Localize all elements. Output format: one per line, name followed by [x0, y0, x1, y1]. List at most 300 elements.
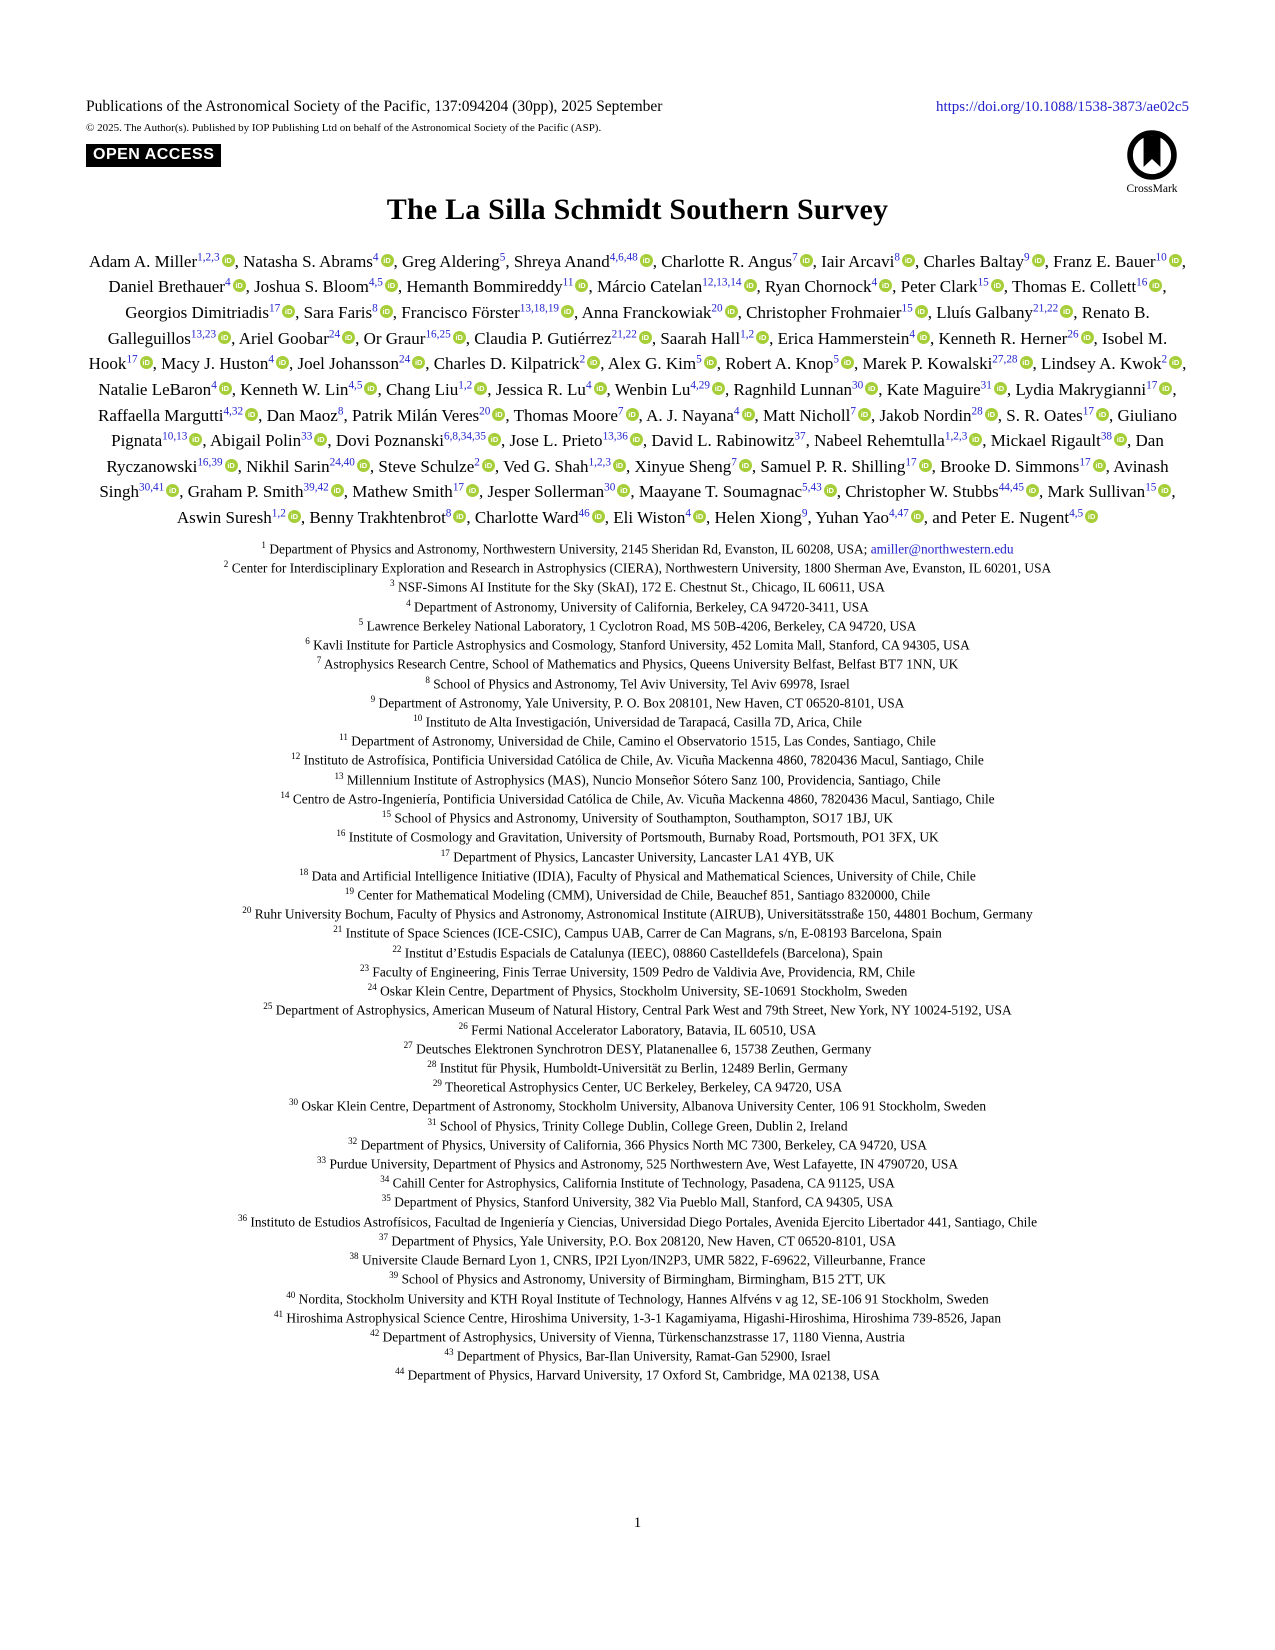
- affiliation-number: 37: [378, 1231, 389, 1242]
- author-name: Samuel P. R. Shilling: [760, 456, 906, 476]
- orcid-icon[interactable]: iD: [233, 279, 246, 292]
- author-name: Daniel Brethauer: [108, 277, 225, 297]
- affiliation: $^{22}$ Institut d’Estudis Espacials de Catalunya (IEEC), 08860 Castelldefels (Barcelona), Spain: [392, 943, 883, 961]
- author-name: Dan Maoz: [266, 405, 338, 425]
- author: Jose L. Prieto$^{13,36}$ iD ,: [509, 430, 648, 451]
- affiliation-number: 1: [261, 540, 266, 551]
- author: Thomas E. Collett$^{16}$ iD ,: [1011, 276, 1167, 297]
- author-affiliation-superscript: 8: [372, 302, 378, 315]
- author-name: Charles Baltay: [923, 251, 1024, 271]
- orcid-icon[interactable]: iD: [288, 510, 301, 523]
- orcid-icon[interactable]: iD: [841, 356, 854, 369]
- author: Erica Hammerstein$^4$ iD ,: [777, 327, 935, 348]
- author-affiliation-superscript: 46: [578, 507, 590, 520]
- author-name: Lydia Makrygianni: [1015, 379, 1147, 399]
- orcid-icon[interactable]: iD: [824, 484, 837, 497]
- affiliation: $^{39}$ School of Physics and Astronomy, University of Birmingham, Birmingham, B15 2TT, UK: [389, 1270, 886, 1287]
- orcid-icon[interactable]: iD: [1159, 382, 1172, 395]
- affiliation-number: 4: [406, 597, 411, 608]
- orcid-icon[interactable]: iD: [1060, 305, 1073, 318]
- affiliation-number: 28: [427, 1058, 437, 1069]
- author-affiliation-superscript: 6,8,34,35: [443, 430, 487, 443]
- author-name: A. J. Nayana: [646, 405, 734, 425]
- author-name: Helen Xiong: [714, 508, 802, 528]
- orcid-icon[interactable]: iD: [166, 484, 179, 497]
- orcid-icon[interactable]: iD: [1093, 459, 1106, 472]
- author-affiliation-superscript: 1,2,3: [588, 456, 611, 469]
- author-name: Jessica R. Lu: [495, 379, 586, 399]
- author-affiliation-superscript: 8: [894, 251, 900, 263]
- author: Kenneth W. Lin$^{4,5}$ iD ,: [240, 379, 382, 399]
- author-name: Sara Faris: [303, 302, 373, 322]
- orcid-icon[interactable]: iD: [739, 459, 752, 472]
- orcid-icon[interactable]: iD: [474, 382, 487, 395]
- author-affiliation-superscript: 9: [1024, 251, 1030, 263]
- author-name: Franz E. Bauer: [1053, 251, 1156, 271]
- author: Franz E. Bauer$^{10}$ iD ,: [1053, 251, 1187, 271]
- author: Charlotte Ward$^{46}$ iD ,: [474, 507, 609, 528]
- affiliation-number: 15: [381, 809, 392, 820]
- author-affiliation-superscript: 4: [909, 327, 915, 340]
- author-affiliation-superscript: 17: [905, 456, 917, 469]
- affiliation-number: 34: [380, 1174, 390, 1185]
- author-name: Peter E. Nugent: [960, 508, 1070, 528]
- orcid-icon[interactable]: iD: [991, 279, 1004, 292]
- orcid-icon[interactable]: iD: [756, 331, 769, 344]
- author-affiliation-superscript: 16: [1136, 276, 1148, 289]
- orcid-icon[interactable]: iD: [225, 459, 238, 472]
- affiliation-number: 30: [288, 1097, 299, 1108]
- author-affiliation-superscript: 4: [871, 276, 878, 289]
- author: Macy J. Huston$^4$ iD ,: [161, 353, 294, 374]
- author: Georgios Dimitriadis$^{17}$ iD ,: [125, 302, 300, 322]
- affiliation: $^{14}$ Centro de Astro-Ingeniería, Pontificia Universidad Católica de Chile, Av. Vicuña Mackenna 4860, 7820436 Macul, Santiago, Chile: [280, 789, 995, 807]
- orcid-icon[interactable]: iD: [639, 331, 652, 344]
- orcid-icon[interactable]: iD: [342, 331, 355, 344]
- orcid-icon[interactable]: iD: [1026, 484, 1039, 497]
- affiliation: $^{32}$ Department of Physics, University of California, 366 Physics North MC 7300, Berkeley, CA 94720, USA: [348, 1135, 927, 1153]
- author-affiliation-superscript: 17: [1146, 379, 1158, 392]
- orcid-icon[interactable]: iD: [592, 510, 605, 523]
- author-affiliation-superscript: 7: [731, 456, 737, 469]
- author: A. J. Nayana$^4$ iD ,: [646, 404, 759, 425]
- author: Charlotte R. Angus$^7$ iD ,: [661, 251, 817, 271]
- author: Shreya Anand$^{4,6,48}$ iD ,: [513, 251, 657, 271]
- orcid-icon[interactable]: iD: [1085, 510, 1098, 523]
- author-name: Nabeel Rehemtulla: [814, 431, 945, 451]
- author-name: Mickael Rigault: [990, 431, 1101, 451]
- affiliation: $^{41}$ Hiroshima Astrophysical Science Centre, Hiroshima University, 1-3-1 Kagamiyama, Higashi-Hiroshima, Hiroshima 739-8526, Japan: [273, 1308, 1002, 1326]
- orcid-icon[interactable]: iD: [140, 356, 153, 369]
- orcid-icon[interactable]: iD: [613, 459, 626, 472]
- orcid-icon[interactable]: iD: [1096, 408, 1109, 421]
- author-name: Jakob Nordin: [879, 405, 972, 425]
- affiliation-number: 20: [242, 905, 252, 916]
- orcid-icon[interactable]: iD: [744, 279, 757, 292]
- orcid-icon[interactable]: iD: [985, 408, 998, 421]
- author: Ragnhild Lunnan$^{30}$ iD ,: [733, 379, 883, 399]
- affiliation-number: 44: [395, 1366, 405, 1377]
- author: Márcio Catelan$^{12,13,14}$ iD ,: [596, 276, 761, 297]
- crossmark-label: CrossMark: [1126, 183, 1178, 195]
- author-affiliation-superscript: 4: [268, 353, 274, 366]
- author: Samuel P. R. Shilling$^{17}$ iD ,: [760, 456, 936, 476]
- affiliation-number: 39: [389, 1270, 399, 1281]
- author-name: Avinash Singh: [99, 456, 1169, 502]
- orcid-icon[interactable]: iD: [1158, 484, 1171, 497]
- author: Claudia P. Gutiérrez$^{21,22}$ iD ,: [474, 327, 657, 348]
- author: Steve Schulze$^2$ iD ,: [378, 456, 500, 476]
- affiliation-number: 31: [427, 1116, 437, 1127]
- author-affiliation-superscript: 24: [328, 327, 341, 340]
- affiliation: $^{42}$ Department of Astrophysics, University of Vienna, Türkenschanzstrasse 17, 1180 Vienna, Austria: [370, 1328, 905, 1345]
- orcid-icon[interactable]: iD: [314, 433, 327, 446]
- orcid-icon[interactable]: iD: [587, 356, 600, 369]
- author-name: Xinyue Sheng: [634, 456, 732, 476]
- affiliation: $^6$ Kavli Institute for Particle Astrophysics and Cosmology, Stanford University, 452 Lomita Mall, Stanford, CA 94305, USA: [305, 636, 970, 653]
- author-affiliation-superscript: 7: [792, 251, 798, 263]
- crossmark-stamp[interactable]: [1117, 128, 1187, 195]
- author-name: Georgios Dimitriadis: [125, 302, 269, 322]
- author-name: Anna Franckowiak: [581, 302, 712, 322]
- author-name: Jose L. Prieto: [509, 431, 603, 451]
- author-affiliation-superscript: 27,28: [992, 353, 1018, 366]
- author-name: Or Graur: [363, 328, 426, 348]
- orcid-icon[interactable]: iD: [693, 510, 706, 523]
- author: Wenbin Lu$^{4,29}$ iD ,: [614, 379, 730, 399]
- author-name: Erica Hammerstein: [777, 328, 910, 348]
- author-affiliation-superscript: 33: [301, 430, 313, 443]
- affiliation: $^{33}$ Purdue University, Department of Physics and Astronomy, 525 Northwestern Ave, West Lafayette, IN 4790720, USA: [316, 1155, 958, 1172]
- affiliation: $^4$ Department of Astronomy, University of California, Berkeley, CA 94720-3411, USA: [406, 597, 869, 615]
- author-affiliation-superscript: 17: [268, 302, 281, 315]
- author-affiliation-superscript: 38: [1100, 430, 1113, 443]
- affiliation-number: 21: [333, 924, 343, 935]
- author: Kate Maguire$^{31}$ iD ,: [886, 379, 1012, 399]
- affiliation: $^{44}$ Department of Physics, Harvard University, 17 Oxford St, Cambridge, MA 02138, USA: [395, 1366, 880, 1383]
- author-name: Natasha S. Abrams: [243, 251, 373, 271]
- orcid-icon[interactable]: iD: [1032, 254, 1045, 267]
- journal-header: [86, 98, 1189, 116]
- journal-citation: Publications of the Astronomical Society of the Pacific, 137:094204 (30pp), 2025 September: [86, 98, 663, 115]
- affiliation-number: 9: [370, 693, 376, 704]
- orcid-icon[interactable]: iD: [1169, 356, 1182, 369]
- author-name: Peter Clark: [900, 277, 978, 297]
- author-name: Greg Aldering: [402, 251, 500, 271]
- author: Natalie LeBaron$^4$ iD ,: [98, 379, 237, 399]
- orcid-icon[interactable]: iD: [800, 254, 813, 267]
- orcid-icon[interactable]: iD: [917, 331, 930, 344]
- author-affiliation-superscript: 17: [452, 481, 465, 494]
- orcid-icon[interactable]: iD: [561, 305, 574, 318]
- author-affiliation-superscript: 4,5: [348, 379, 363, 392]
- affiliation: $^7$ Astrophysics Research Centre, School of Mathematics and Physics, Queens University Belfast, Belfast BT7 1NN, UK: [316, 655, 959, 672]
- author-name: Maayane T. Soumagnac: [638, 482, 803, 502]
- author-affiliation-superscript: 1,2: [458, 379, 473, 392]
- author: and Peter E. Nugent$^{4,5}$ iD: [932, 508, 1098, 527]
- affiliation-number: 3: [390, 578, 395, 589]
- orcid-icon[interactable]: iD: [412, 356, 425, 369]
- orcid-icon[interactable]: iD: [189, 433, 202, 446]
- orcid-icon[interactable]: iD: [218, 331, 231, 344]
- orcid-icon[interactable]: iD: [626, 408, 639, 421]
- affiliation-number: 8: [425, 674, 430, 685]
- author-name: Mark Sullivan: [1047, 482, 1146, 502]
- affiliation-list: [86, 539, 1189, 1385]
- affiliation-number: 17: [440, 847, 450, 858]
- author-affiliation-superscript: 5,43: [802, 481, 822, 494]
- author: Graham P. Smith$^{39,42}$ iD ,: [187, 481, 348, 502]
- orcid-icon[interactable]: iD: [482, 459, 495, 472]
- author: Eli Wiston$^4$ iD ,: [613, 507, 711, 528]
- doi-link[interactable]: https://doi.org/10.1088/1538-3873/ae02c5: [935, 99, 1189, 115]
- orcid-icon[interactable]: iD: [331, 484, 344, 497]
- author: Isobel M. Hook$^{17}$ iD ,: [88, 328, 1168, 374]
- orcid-icon[interactable]: iD: [282, 305, 295, 318]
- orcid-icon[interactable]: iD: [858, 408, 871, 421]
- copyright-line: © 2025. The Author(s). Published by IOP Publishing Ltd on behalf of the Astronomical Society of the Pacific (ASP).: [86, 122, 602, 134]
- author-affiliation-superscript: 17: [1079, 456, 1091, 469]
- affiliation: $^{36}$ Instituto de Estudios Astrofísicos, Facultad de Ingeniería y Ciencias, Universidad Diego Portales, Avenida Ejercito Libertador 441, Santiago, Chile: [237, 1212, 1038, 1230]
- author-name: Mathew Smith: [352, 482, 453, 502]
- affiliation: $^9$ Department of Astronomy, Yale University, P. O. Box 208101, New Haven, CT 06520-8101, USA: [370, 693, 905, 711]
- affiliation: $^8$ School of Physics and Astronomy, Tel Aviv University, Tel Aviv 69978, Israel: [425, 674, 850, 692]
- orcid-icon[interactable]: iD: [1114, 433, 1127, 446]
- orcid-icon[interactable]: iD: [276, 356, 289, 369]
- orcid-icon[interactable]: iD: [1081, 331, 1094, 344]
- author: Patrik Milán Veres$^{20}$ iD ,: [351, 404, 510, 425]
- author: Iair Arcavi$^8$ iD ,: [821, 251, 920, 271]
- author-affiliation-superscript: 17: [126, 353, 138, 366]
- author: Peter Clark$^{15}$ iD ,: [900, 276, 1009, 297]
- author-affiliation-superscript: 4,29: [690, 379, 710, 392]
- affiliation: $^1$ Department of Physics and Astronomy, Northwestern University, 2145 Sheridan Rd, Evanston, IL 60208, USA; amiller@northwestern.edu: [261, 540, 1014, 557]
- author-affiliation-superscript: 26: [1067, 327, 1079, 340]
- author: Xinyue Sheng$^7$ iD ,: [634, 456, 757, 476]
- orcid-icon[interactable]: iD: [617, 484, 630, 497]
- affiliation: $^{16}$ Institute of Cosmology and Gravitation, University of Portsmouth, Burnaby Road, Portsmouth, PO1 3FX, UK: [336, 828, 939, 845]
- author-affiliation-superscript: 39,42: [303, 481, 329, 494]
- author-name: Lindsey A. Kwok: [1041, 354, 1162, 374]
- affiliation-number: 13: [334, 770, 344, 781]
- author-affiliation-superscript: 13,18,19: [519, 302, 560, 315]
- author-name: Iair Arcavi: [821, 251, 895, 271]
- author-affiliation-superscript: 2: [579, 353, 586, 366]
- author-name: Wenbin Lu: [614, 379, 691, 399]
- author: Giuliano Pignata$^{10,13}$ iD ,: [111, 405, 1177, 451]
- affiliation: $^{34}$ Cahill Center for Astrophysics, California Institute of Technology, Pasadena, CA 91125, USA: [380, 1174, 895, 1191]
- affiliation: $^{29}$ Theoretical Astrophysics Center, UC Berkeley, Berkeley, CA 94720, USA: [432, 1078, 843, 1095]
- author-affiliation-superscript: 21,22: [1033, 302, 1059, 315]
- affiliation: $^{40}$ Nordita, Stockholm University and KTH Royal Institute of Technology, Hannes Alfvéns v ag 12, SE-106 91 Stockholm, Sweden: [286, 1289, 989, 1307]
- author-name: Lluís Galbany: [936, 302, 1033, 322]
- author: Christopher W. Stubbs$^{44,45}$ iD ,: [845, 481, 1044, 502]
- author: S. R. Oates$^{17}$ iD ,: [1006, 404, 1114, 425]
- author-affiliation-superscript: 4: [585, 379, 592, 392]
- orcid-icon[interactable]: iD: [640, 254, 653, 267]
- author-affiliation-superscript: 20: [711, 302, 723, 315]
- author: Abigail Polin$^{33}$ iD ,: [209, 430, 332, 451]
- orcid-icon[interactable]: iD: [865, 382, 878, 395]
- author: Jessica R. Lu$^4$ iD ,: [495, 379, 611, 399]
- author-name: Macy J. Huston: [161, 354, 269, 374]
- author-name: Charlotte R. Angus: [661, 251, 793, 271]
- orcid-icon[interactable]: iD: [902, 254, 915, 267]
- author: Joel Johansson$^{24}$ iD ,: [297, 353, 430, 374]
- orcid-icon[interactable]: iD: [1020, 356, 1033, 369]
- author-name: Adam A. Miller: [88, 251, 198, 271]
- author-affiliation-superscript: 1,2,3: [197, 251, 220, 263]
- orcid-icon[interactable]: iD: [364, 382, 377, 395]
- affiliation: $^3$ NSF-Simons AI Institute for the Sky (SkAI), 172 E. Chestnut St., Chicago, IL 60611, USA: [390, 578, 885, 595]
- author-affiliation-superscript: 2: [1161, 353, 1168, 366]
- affiliation-number: 6: [305, 636, 310, 647]
- author-name: Márcio Catelan: [596, 277, 703, 297]
- author-name: Nikhil Sarin: [246, 456, 330, 476]
- orcid-icon[interactable]: iD: [742, 408, 755, 421]
- author-name: Patrik Milán Veres: [351, 405, 480, 425]
- orcid-icon[interactable]: iD: [1149, 279, 1162, 292]
- author-affiliation-superscript: 12,13,14: [702, 276, 742, 289]
- affiliation: $^{37}$ Department of Physics, Yale University, P.O. Box 208120, New Haven, CT 06520-8101, USA: [378, 1231, 897, 1249]
- orcid-icon[interactable]: iD: [879, 279, 892, 292]
- orcid-icon[interactable]: iD: [704, 356, 717, 369]
- orcid-icon[interactable]: iD: [911, 510, 924, 523]
- author: Nikhil Sarin$^{24,40}$ iD ,: [246, 456, 375, 476]
- affiliation-number: 43: [444, 1347, 454, 1358]
- affiliation: $^{18}$ Data and Artificial Intelligence Initiative (IDIA), Faculty of Physical and Mathematical Sciences, University of Chile, Chile: [299, 866, 976, 884]
- orcid-icon[interactable]: iD: [1169, 254, 1182, 267]
- crossmark-icon: [1117, 128, 1187, 182]
- affiliation: $^{38}$ Universite Claude Bernard Lyon 1, CNRS, IP2I Lyon/IN2P3, UMR 5822, F-69622, Villeurbanne, France: [349, 1251, 926, 1268]
- author-name: Yuhan Yao: [815, 508, 890, 528]
- orcid-icon[interactable]: iD: [492, 408, 505, 421]
- author: Dovi Poznanski$^{6,8,34,35}$ iD ,: [335, 430, 506, 451]
- orcid-icon[interactable]: iD: [380, 305, 393, 318]
- affiliation: $^{25}$ Department of Astrophysics, American Museum of Natural History, Central Park West and 79th Street, New York, NY 10024-5192, USA: [263, 1001, 1012, 1018]
- author: Christopher Frohmaier$^{15}$ iD ,: [746, 302, 932, 322]
- author-name: Charles D. Kilpatrick: [433, 354, 580, 374]
- author-affiliation-superscript: 37: [794, 430, 806, 443]
- author-name: Chang Liu: [385, 379, 459, 399]
- author-name: Raffaella Margutti: [98, 405, 224, 425]
- orcid-icon[interactable]: iD: [919, 459, 932, 472]
- author-affiliation-superscript: 10: [1155, 251, 1167, 263]
- contact-email-link[interactable]: amiller@northwestern.edu: [870, 541, 1014, 557]
- orcid-icon[interactable]: iD: [453, 510, 466, 523]
- author-name: Natalie LeBaron: [98, 379, 212, 399]
- author-name: Ryan Chornock: [765, 277, 872, 297]
- author: Matt Nicholl$^7$ iD ,: [763, 404, 876, 425]
- affiliation-number: 27: [403, 1039, 413, 1050]
- affiliation-number: 23: [359, 962, 370, 973]
- author-affiliation-superscript: 30: [604, 481, 616, 494]
- author-name: Steve Schulze: [378, 456, 475, 476]
- author: Ariel Goobar$^{24}$ iD ,: [238, 327, 360, 348]
- author: Sara Faris$^8$ iD ,: [303, 302, 397, 322]
- author: Avinash Singh$^{30,41}$ iD ,: [99, 456, 1169, 502]
- affiliation-number: 41: [273, 1308, 284, 1319]
- author: David L. Rabinowitz$^{37}$,: [651, 430, 810, 451]
- orcid-icon[interactable]: iD: [385, 279, 398, 292]
- author: Francisco Förster$^{13,18,19}$ iD ,: [401, 302, 579, 322]
- affiliation-number: 10: [413, 713, 423, 724]
- affiliation: $^{28}$ Institut für Physik, Humboldt-Universität zu Berlin, 12489 Berlin, Germany: [427, 1058, 848, 1076]
- orcid-icon[interactable]: iD: [630, 433, 643, 446]
- author-affiliation-superscript: 4,5: [1069, 507, 1084, 520]
- orcid-icon[interactable]: iD: [994, 382, 1007, 395]
- affiliation-number: 5: [358, 616, 364, 627]
- orcid-icon[interactable]: iD: [712, 382, 725, 395]
- author-name: Ved G. Shah: [503, 456, 589, 476]
- author-affiliation-superscript: 15: [977, 276, 989, 289]
- affiliation: $^{19}$ Center for Mathematical Modeling (CMM), Universidad de Chile, Beauchef 851, Santiago 8320000, Chile: [344, 885, 931, 903]
- affiliation: $^{21}$ Institute of Space Sciences (ICE-CSIC), Campus UAB, Carrer de Can Magrans, s/n, E-08193 Barcelona, Spain: [333, 924, 942, 941]
- orcid-icon[interactable]: iD: [245, 408, 258, 421]
- affiliation: $^{30}$ Oskar Klein Centre, Department of Astronomy, Stockholm University, Albanova University Center, 106 91 Stockholm, Sweden: [288, 1097, 987, 1114]
- author-name: Renato B. Galleguillos: [107, 302, 1150, 348]
- orcid-icon[interactable]: iD: [222, 254, 235, 267]
- orcid-icon[interactable]: iD: [381, 254, 394, 267]
- author-name: Saarah Hall: [660, 328, 741, 348]
- orcid-icon[interactable]: iD: [915, 305, 928, 318]
- author-affiliation-superscript: 20: [479, 404, 491, 417]
- author: Maayane T. Soumagnac$^{5,43}$ iD ,: [638, 481, 841, 502]
- author-affiliation-superscript: 15: [1145, 481, 1157, 494]
- author-affiliation-superscript: 5: [696, 353, 702, 366]
- author: Mickael Rigault$^{38}$ iD ,: [990, 430, 1132, 451]
- orcid-icon[interactable]: iD: [575, 279, 588, 292]
- author-affiliation-superscript: 13,23: [190, 327, 217, 340]
- author-name: Jesper Sollerman: [487, 482, 605, 502]
- affiliation: $^5$ Lawrence Berkeley National Laboratory, 1 Cyclotron Road, MS 50B-4206, Berkeley, CA 94720, USA: [358, 616, 917, 634]
- author: Lydia Makrygianni$^{17}$ iD ,: [1015, 379, 1177, 399]
- author-affiliation-superscript: 24: [399, 353, 411, 366]
- orcid-icon[interactable]: iD: [453, 331, 466, 344]
- affiliation-number: 14: [280, 789, 290, 800]
- author-affiliation-superscript: 28: [971, 404, 983, 417]
- author: Natasha S. Abrams$^4$ iD ,: [243, 251, 398, 271]
- author-affiliation-superscript: 1,2: [740, 327, 755, 340]
- author: Adam A. Miller$^{1,2,3}$ iD ,: [88, 251, 239, 271]
- author-name: Brooke D. Simmons: [940, 456, 1080, 476]
- affiliation: $^{27}$ Deutsches Elektronen Synchrotron DESY, Platanenallee 6, 15738 Zeuthen, Germany: [403, 1039, 872, 1057]
- affiliation: $^{17}$ Department of Physics, Lancaster University, Lancaster LA1 4YB, UK: [440, 847, 835, 865]
- orcid-icon[interactable]: iD: [488, 433, 501, 446]
- affiliation: $^{43}$ Department of Physics, Bar-Ilan University, Ramat-Gan 52900, Israel: [444, 1347, 831, 1364]
- author-name: Christopher Frohmaier: [746, 302, 902, 322]
- author: Jesper Sollerman$^{30}$ iD ,: [487, 481, 635, 502]
- affiliation: $^{12}$ Instituto de Astrofísica, Pontificia Universidad Católica de Chile, Av. Vicuña Mackenna 4860, 7820436 Macul, Santiago, Chile: [291, 751, 984, 768]
- author-name: Ragnhild Lunnan: [733, 379, 852, 399]
- author-affiliation-superscript: 4: [372, 251, 379, 263]
- author: Lindsey A. Kwok$^2$ iD ,: [1041, 353, 1187, 374]
- orcid-icon[interactable]: iD: [357, 459, 370, 472]
- orcid-icon[interactable]: iD: [219, 382, 232, 395]
- orcid-icon[interactable]: iD: [725, 305, 738, 318]
- author: Joshua S. Bloom$^{4,5}$ iD ,: [254, 276, 403, 297]
- orcid-icon[interactable]: iD: [969, 433, 982, 446]
- author-name: Abigail Polin: [209, 431, 302, 451]
- author: Saarah Hall$^{1,2}$ iD ,: [660, 327, 774, 348]
- orcid-icon[interactable]: iD: [466, 484, 479, 497]
- author-affiliation-superscript: 1,2,3: [944, 430, 968, 443]
- affiliation: $^{13}$ Millennium Institute of Astrophysics (MAS), Nuncio Monseñor Sótero Sanz 100, Providencia, Santiago, Chile: [334, 770, 941, 788]
- author-affiliation-superscript: 31: [980, 379, 992, 392]
- author: Nabeel Rehemtulla$^{1,2,3}$ iD ,: [814, 430, 987, 451]
- author-affiliation-superscript: 4: [211, 379, 217, 392]
- orcid-icon[interactable]: iD: [594, 382, 607, 395]
